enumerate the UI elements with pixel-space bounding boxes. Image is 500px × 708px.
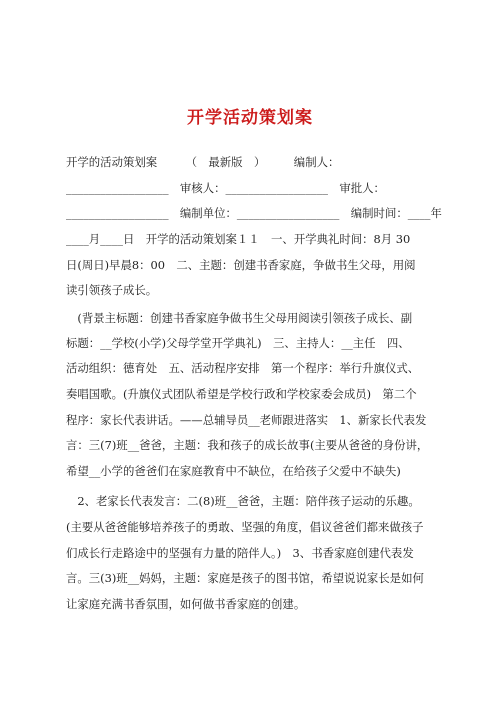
text-line: ____月____日 开学的活动策划案１１ 一、开学典礼时间：8月 30 xyxy=(66,232,411,246)
text-line: (主要从爸爸能够培养孩子的勇敢、坚强的角度，倡议爸爸们都来做孩子 xyxy=(66,520,424,534)
text-line: 活动组织：德育处 五、活动程序安排 第一个程序：举行升旗仪式、 xyxy=(66,361,420,375)
text-line: 们成长行走路途中的坚强有力量的陪伴人。) 3、书香家庭创建代表发 xyxy=(66,546,414,560)
text-line: 读引领孩子成长。 xyxy=(66,283,158,297)
text-line: (背景主标题：创建书香家庭争做书生父母用阅读引领孩子成长、副 xyxy=(66,311,413,325)
document-title: 开学活动策划案 xyxy=(187,108,313,128)
text-line: __________________ 编制单位：__________________ 编制时间：____年 xyxy=(66,206,442,220)
text-line: 希望__小学的爸爸们在家庭教育中不缺位，在给孩子父爱中不缺失) xyxy=(66,464,401,478)
text-line: 言。三(3)班__妈妈，主题：家庭是孩子的图书馆，希望说说家长是如何 xyxy=(66,571,424,585)
text-line: 让家庭充满书香氛围，如何做书香家庭的创建。 xyxy=(66,597,306,611)
text-line: 奏唱国歌。(升旗仪式团队希望是学校行政和学校家委会成员) 第二个 xyxy=(66,387,417,401)
text-line: 开学的活动策划案 （ 最新版 ） 编制人： xyxy=(66,155,340,169)
text-line: 日(周日)早晨8：00 二、主题：创建书香家庭，争做书生父母，用阅 xyxy=(66,258,416,272)
text-line: 标题：__学校(小学)父母学堂开学典礼) 三、主持人：__主任 四、 xyxy=(66,336,410,350)
text-line: __________________ 审核人：__________________ 审批人： xyxy=(66,181,385,195)
text-line: 言：三(7)班__爸爸，主题：我和孩子的成长故事(主要从爸爸的身份讲， xyxy=(66,438,429,452)
text-line: 2、老家长代表发言：二(8)班__爸爸，主题：陪伴孩子运动的乐趣。 xyxy=(66,494,420,508)
text-line: 程序：家长代表讲话。——总辅导员__老师跟进落实 1、新家长代表发 xyxy=(66,413,427,427)
